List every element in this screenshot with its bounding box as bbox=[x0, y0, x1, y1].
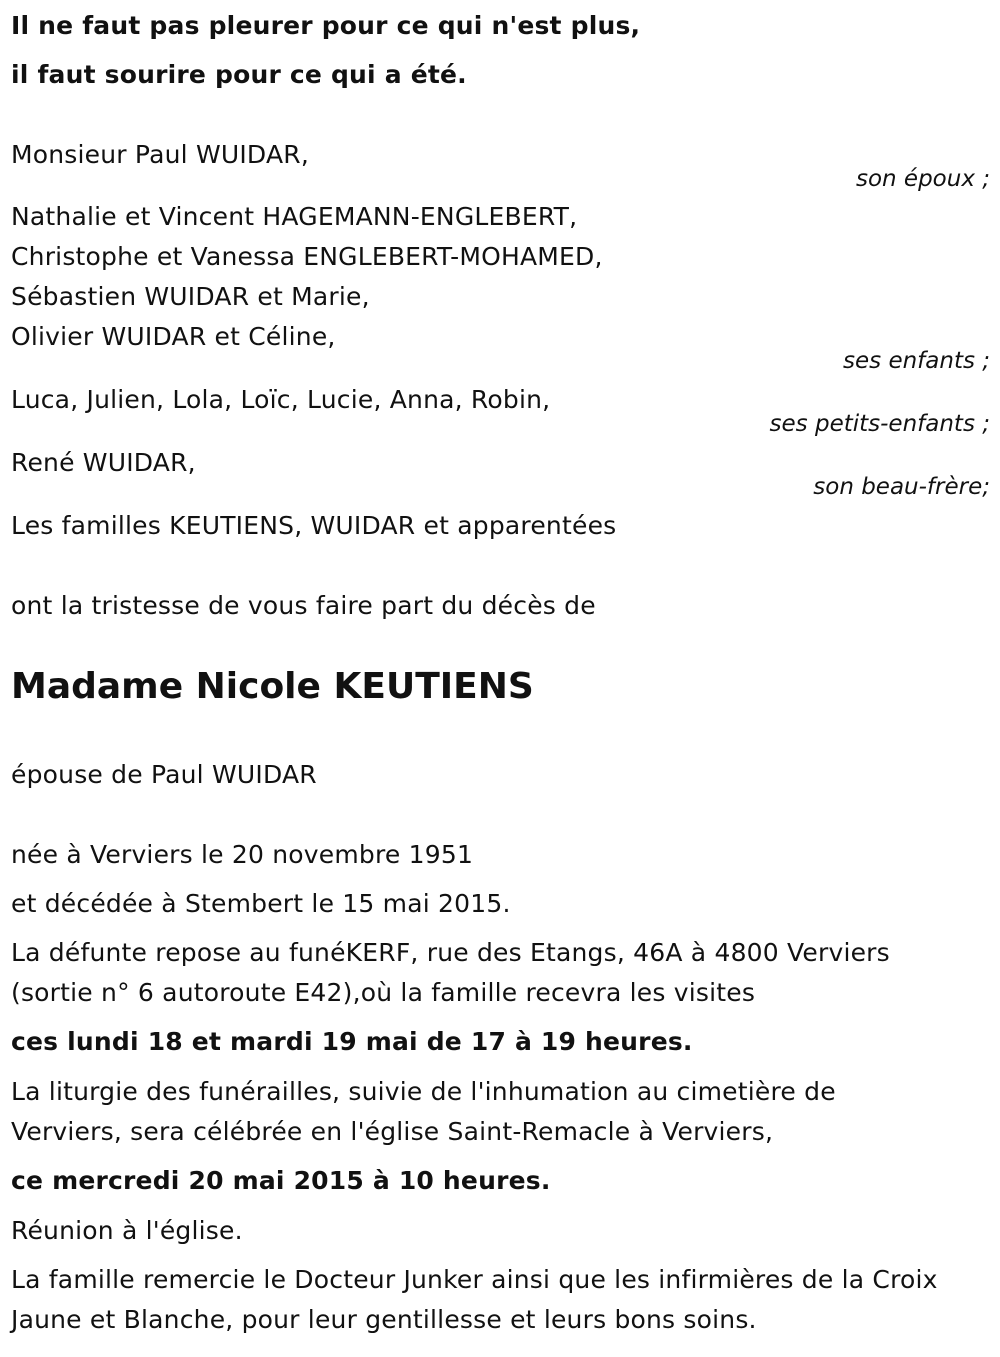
visitation-line-2: (sortie n° 6 autoroute E42),où la famille recevra les visites bbox=[11, 978, 756, 1007]
birth-line: née à Verviers le 20 novembre 1951 bbox=[11, 840, 474, 869]
spouse-role: son époux ; bbox=[855, 166, 990, 192]
deceased-name: Madame Nicole KEUTIENS bbox=[11, 666, 534, 707]
child-line: Christophe et Vanessa ENGLEBERT-MOHAMED, bbox=[11, 242, 603, 271]
grandchildren-role: ses petits-enfants ; bbox=[769, 411, 990, 437]
families-line: Les familles KEUTIENS, WUIDAR et apparentées bbox=[11, 511, 617, 540]
spouse-name: Monsieur Paul WUIDAR, bbox=[11, 140, 309, 169]
thanks-line-2: Jaune et Blanche, pour leur gentillesse et leurs bons soins. bbox=[11, 1305, 757, 1334]
quote-line-1: Il ne faut pas pleurer pour ce qui n'est plus, bbox=[11, 11, 641, 40]
children-role: ses enfants ; bbox=[843, 348, 990, 374]
funeral-schedule: ce mercredi 20 mai 2015 à 10 heures. bbox=[11, 1166, 551, 1195]
child-line: Olivier WUIDAR et Céline, bbox=[11, 322, 336, 351]
funeral-line-1: La liturgie des funérailles, suivie de l'inhumation au cimetière de bbox=[11, 1077, 836, 1106]
thanks-line-1: La famille remercie le Docteur Junker ainsi que les infirmières de la Croix bbox=[11, 1265, 938, 1294]
child-line: Nathalie et Vincent HAGEMANN-ENGLEBERT, bbox=[11, 202, 578, 231]
announcement: ont la tristesse de vous faire part du décès de bbox=[11, 591, 596, 620]
visitation-line-1: La défunte repose au funéKERF, rue des Etangs, 46A à 4800 Verviers bbox=[11, 938, 890, 967]
meeting-line: Réunion à l'église. bbox=[11, 1216, 243, 1245]
funeral-line-2: Verviers, sera célébrée en l'église Saint-Remacle à Verviers, bbox=[11, 1117, 774, 1146]
quote-line-2: il faut sourire pour ce qui a été. bbox=[11, 60, 467, 89]
brother-in-law-role: son beau-frère; bbox=[813, 474, 990, 500]
child-line: Sébastien WUIDAR et Marie, bbox=[11, 282, 370, 311]
grandchildren: Luca, Julien, Lola, Loïc, Lucie, Anna, Robin, bbox=[11, 385, 551, 414]
death-line: et décédée à Stembert le 15 mai 2015. bbox=[11, 889, 511, 918]
brother-in-law: René WUIDAR, bbox=[11, 448, 196, 477]
visitation-schedule: ces lundi 18 et mardi 19 mai de 17 à 19 heures. bbox=[11, 1027, 693, 1056]
spouse-of: épouse de Paul WUIDAR bbox=[11, 760, 317, 789]
